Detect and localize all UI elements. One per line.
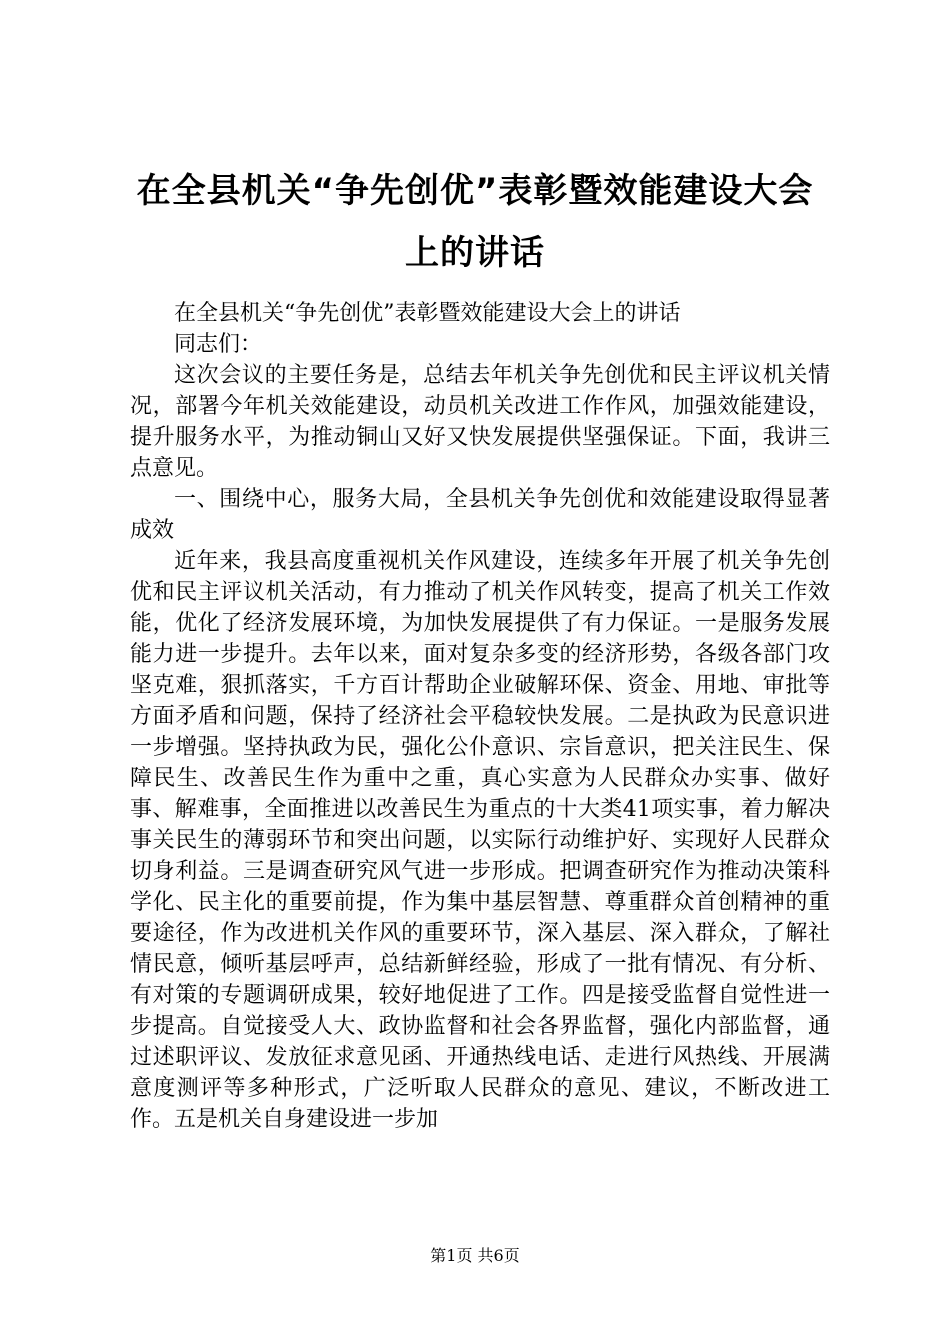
document-title: 在全县机关“争先创优”表彰暨效能建设大会上的讲话 <box>136 171 814 273</box>
section-heading: 一、围绕中心，服务大局，全县机关争先创优和效能建设取得显著成效 <box>130 487 830 543</box>
intro-paragraph: 这次会议的主要任务是，总结去年机关争先创优和民主评议机关情况，部署今年机关效能建设，动员机关改进工作作风，加强效能建设，提升服务水平，为推动铜山又好又快发展提供坚强保证。下面，我讲三点意见。 <box>130 363 830 481</box>
body-paragraph: 近年来，我县高度重视机关作风建设，连续多年开展了机关争先创优和民主评议机关活动，有力推动了机关作风转变，提高了机关工作效能，优化了经济发展环境，为加快发展提供了有力保证。一是服务发展能力进一步提升。去年以来，面对复杂多变的经济形势，各级各部门攻坚克难，狠抓落实，千方百计帮助企业破解环保、资金、用地、审批等方面矛盾和问题，保持了经济社会平稳较快发展。二是执政为民意识进一步增强。坚持执政为民，强化公仆意识、宗旨意识，把关注民生、保障民生、改善民生作为重中之重，真心实意为人民群众办实事、做好事、解难事，全面推进以改善民生为重点的十大类41项实事，着力解决事关民生的薄弱环节和突出问题，以实际行动维护好、实现好人民群众切身利益。三是调查研究风气进一步形成。把调查研究作为推动决策科学化、民主化的重要前提，作为集中基层智慧、尊重群众首创精神的重要途径，作为改进机关作风的重要环节，深入基层、深入群众，了解社情民意，倾听基层呼声，总结新鲜经验，形成了一批有情况、有分析、有对策的专题调研成果，较好地促进了工作。四是接受监督自觉性进一步提高。自觉接受人大、政协监督和社会各界监督，强化内部监督，通过述职评议、发放征求意见函、开通热线电话、走进行风热线、开展满意度测评等多种形式，广泛听取人民群众的意见、建议，不断改进工作。五是机关自身建设进一步加 <box>130 549 830 1132</box>
document-body <box>130 298 830 1135</box>
salutation-paragraph: 同志们： <box>174 332 263 357</box>
subtitle-paragraph: 在全县机关“争先创优”表彰暨效能建设大会上的讲话 <box>174 301 681 326</box>
page-footer: 第1页 共6页 <box>430 1246 520 1265</box>
